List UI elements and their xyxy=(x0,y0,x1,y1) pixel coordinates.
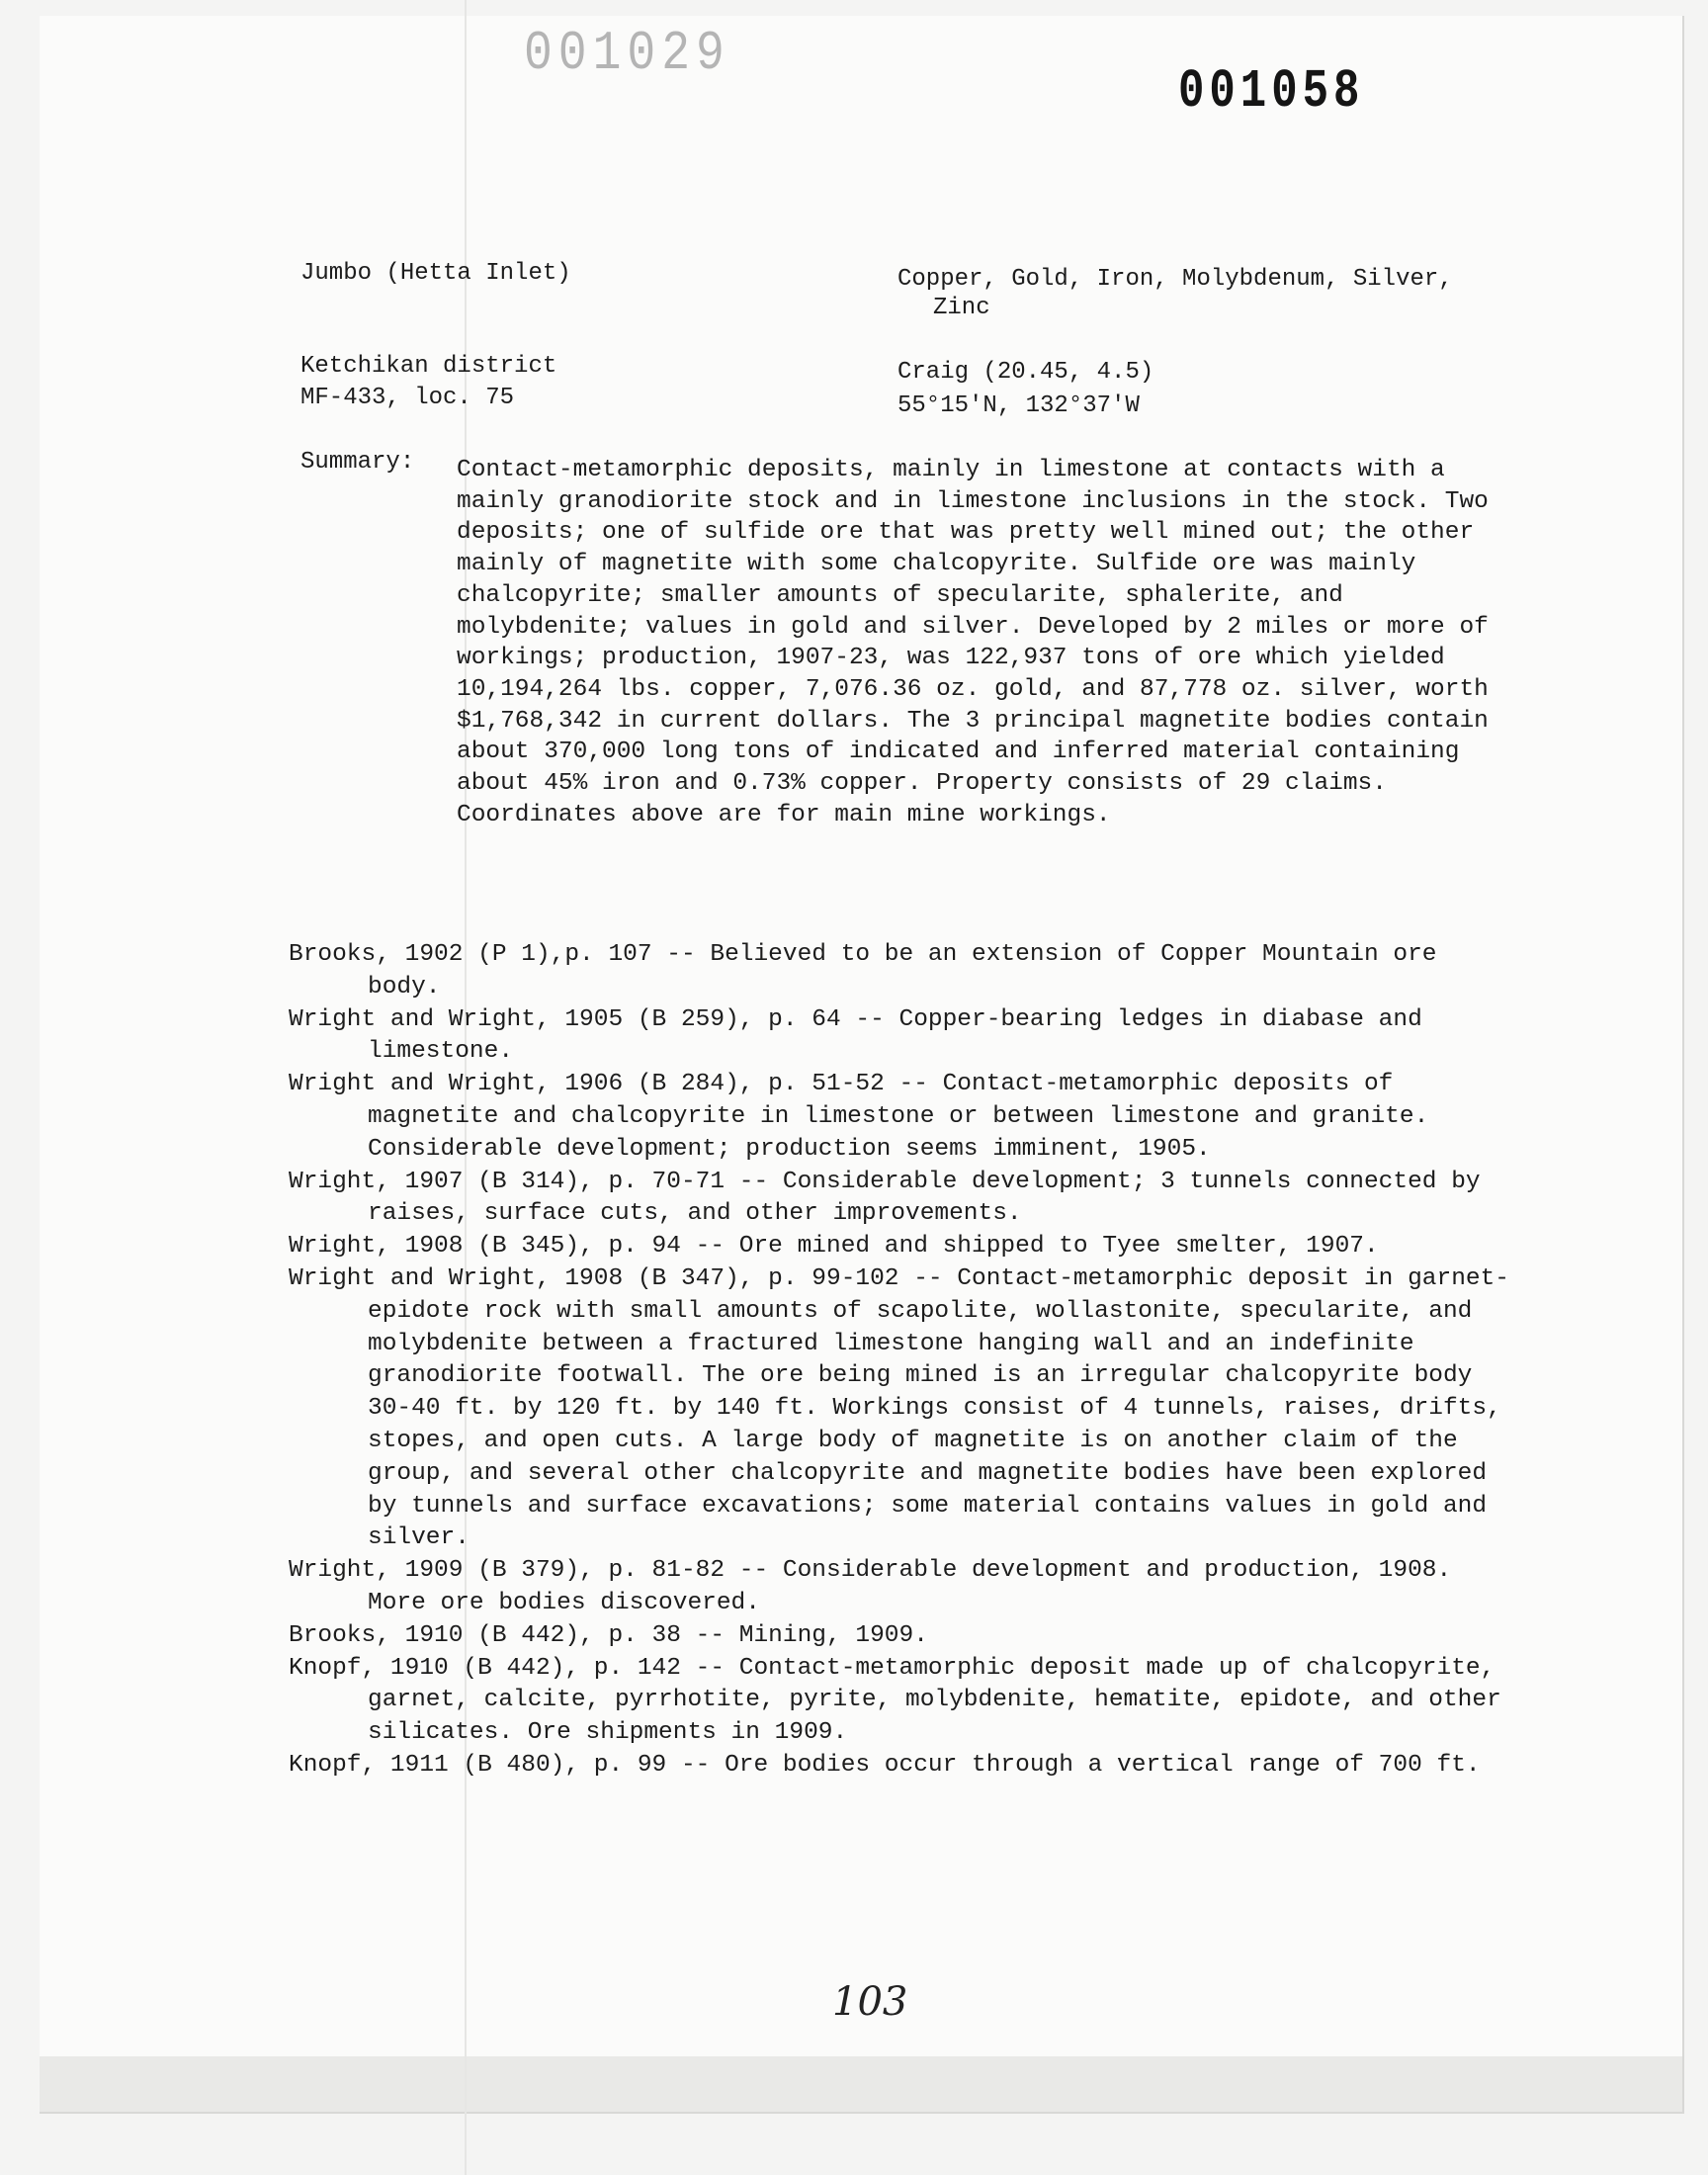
reference-item: Wright, 1909 (B 379), p. 81-82 -- Considerable development and production, 1908. More ore bodies discovered. xyxy=(289,1557,1452,1616)
reference-item: Knopf, 1911 (B 480), p. 99 -- Ore bodies occur through a vertical range of 700 ft. xyxy=(289,1751,1481,1779)
summary-label: Summary: xyxy=(300,449,415,476)
coordinates: 55°15'N, 132°37'W xyxy=(897,392,1140,419)
reference-item: Wright, 1908 (B 345), p. 94 -- Ore mined and shipped to Tyee smelter, 1907. xyxy=(289,1233,1379,1261)
reference-item: Knopf, 1910 (B 442), p. 142 -- Contact-metamorphic deposit made up of chalcopyrite, garnet, calcite, pyrrhotite, pyrite, molybdenite, hematite, epidote, and other silicates. Ore shipments in 1909. xyxy=(289,1654,1501,1747)
quadrangle: Craig (20.45, 4.5) xyxy=(897,359,1154,386)
deposit-name: Jumbo (Hetta Inlet) xyxy=(300,260,571,287)
reference-item: Brooks, 1910 (B 442), p. 38 -- Mining, 1909. xyxy=(289,1621,928,1649)
reference-item: Wright, 1907 (B 314), p. 70-71 -- Considerable development; 3 tunnels connected by raises, surface cuts, and other improvements. xyxy=(289,1168,1481,1228)
reference-item: Wright and Wright, 1908 (B 347), p. 99-102 -- Contact-metamorphic deposit in garnet-epidote rock with small amounts of scapolite, wollastonite, specularite, and molybdenite between a fractured limestone hanging wall and an indefinite granodiorite footwall. The ore being mined is an irregular chalcopyrite body 30-40 ft. by 120 ft. by 140 ft. Workings consist of 4 tunnels, raises, drifts, stopes, and open cuts. A large body of magnetite is on another claim of the group, and several other chalcopyrite and magnetite bodies have been explored by tunnels and surface excavations; some material contains values in gold and silver. xyxy=(289,1264,1510,1552)
faint-stamp-number: 001029 xyxy=(524,23,730,86)
reference-item: Brooks, 1902 (P 1),p. 107 -- Believed to be an extension of Copper Mountain ore body. xyxy=(289,941,1437,1000)
page-number: 103 xyxy=(832,1979,908,2025)
document-stamp-number: 001058 xyxy=(1178,60,1365,124)
commodities-line-2: Zinc xyxy=(933,295,990,321)
map-reference: MF-433, loc. 75 xyxy=(300,385,515,411)
scan-bottom-edge xyxy=(40,2056,1682,2112)
summary-text: Contact-metamorphic deposits, mainly in limestone at contacts with a mainly granodiorite stock and in limestone inclusions in the stock. Two deposits; one of sulfide ore that was pretty well mined out; the other mainly of magnetite with some chalcopyrite. Sulfide ore was mainly chalcopyrite; smaller amounts of specularite, sphalerite, and molybdenite; values in gold and silver. Developed by 2 miles or more of workings; production, 1907-23, was 122,937 tons of ore which yielded 10,194,264 lbs. copper, 7,076.36 oz. gold, and 87,778 oz. silver, worth $1,768,342 in current dollars. The 3 principal magnetite bodies contain about 370,000 long tons of indicated and inferred material containing about 45% iron and 0.73% copper. Property consists of 29 claims. Coordinates above are for main mine workings. xyxy=(457,457,1489,828)
commodities-line-1: Copper, Gold, Iron, Molybdenum, Silver, xyxy=(897,266,1453,293)
reference-item: Wright and Wright, 1905 (B 259), p. 64 -- Copper-bearing ledges in diabase and limestone. xyxy=(289,1005,1422,1066)
district: Ketchikan district xyxy=(300,353,557,380)
reference-item: Wright and Wright, 1906 (B 284), p. 51-52 -- Contact-metamorphic deposits of magnetite and chalcopyrite in limestone or between limestone and granite. Considerable development; production seems imminent, 1905. xyxy=(289,1071,1429,1163)
reference-list xyxy=(289,939,1514,1783)
